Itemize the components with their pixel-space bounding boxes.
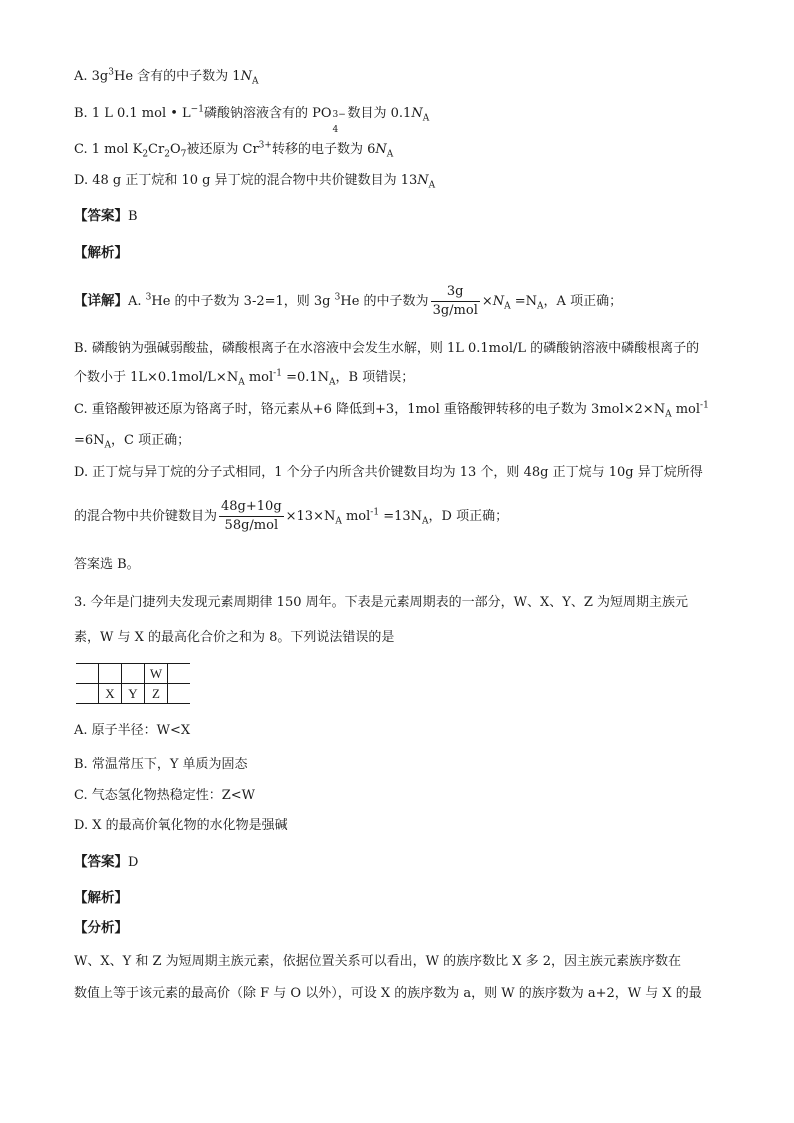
q3-option-d: D. X 的最高价氧化物的水化物是强碱 xyxy=(74,818,288,833)
q2-option-b: B. 1 L 0.1 mol • $L^{-1}$磷酸钠溶液含有的 PO 3− 4 数目为 $0.1N_A$ xyxy=(74,104,430,135)
q2-option-a: A. $3g^3He$ 含有的中子数为 $1N_A$ xyxy=(74,67,259,87)
q2-detail-b-line1: B. 磷酸钠为强碱弱酸盐，磷酸根离子在水溶液中会发生水解，则 1L 0.1mol/L 的磷酸钠溶液中磷酸根离子的 xyxy=(74,341,700,356)
q3-para-line2: 数值上等于该元素的最高价（除 F 与 O 以外），可设 X 的族序数为 a，则 W 的族序数为 a+2，W 与 X 的最 xyxy=(74,986,702,1001)
fraction: $\frac{48g+10g}{\text{58g/mol}}$ xyxy=(221,499,282,533)
q3-option-b: B. 常温常压下，Y 单质为固态 xyxy=(74,757,248,772)
q2-detail-d-line2: 的混合物中共价键数目为 $\frac{48g+10g}{\text{58g/mol}}$ $\times 13\times N_A$ $mol^{-1} =13N_A$，D 项正确； xyxy=(74,499,509,533)
cell-x: X xyxy=(99,684,122,704)
q2-option-c: C. 1 mol $K_2Cr_2O_7$被还原为 $Cr^{3+}$转移的电子数为 $6N_A$ xyxy=(74,140,394,160)
cell-y: Y xyxy=(122,684,145,704)
q2-detail-d-line1: D. 正丁烷与异丁烷的分子式相同，1 个分子内所含共价键数目均为 13 个，则 48g 正丁烷与 10g 异丁烷所得 xyxy=(74,465,703,480)
q2-detail-c-line2: $=6N_A$，C 项正确； xyxy=(74,433,191,451)
fraction: $\frac{3g}{\text{3g/mol}}$ xyxy=(432,284,478,318)
q2-detail-b-line2: 个数小于 $1L\times 0.1mol/L\times N_A$ $mol^{-1} =0.1N_A$，B 项错误； xyxy=(74,368,415,388)
cell-z: Z xyxy=(145,684,168,704)
q3-stem-line2: 素，W 与 X 的最高化合价之和为 8。下列说法错误的是 xyxy=(74,630,395,645)
periodic-table-fragment xyxy=(76,663,190,704)
q2-detail-a: 【详解】A. $^3$He 的中子数为 3-2=1，则 3g $^3$He 的中子数为 $\frac{3g}{\text{3g/mol}}$ $\times N_A =N_A$，A 项正确； xyxy=(74,284,623,318)
q2-conclusion: 答案选 B。 xyxy=(74,557,140,572)
q2-answer: 【答案】B xyxy=(74,208,138,224)
q2-analysis-heading: 【解析】 xyxy=(74,245,128,261)
q3-option-a: A. 原子半径：W<X xyxy=(74,723,191,738)
q3-analysis-heading: 【解析】 xyxy=(74,890,128,906)
q2-detail-c-line1: C. 重铬酸钾被还原为铬离子时，铬元素从+6 降低到+3，1mol 重铬酸钾转移的电子数为 $3mol\times 2\times N_A$ mol$^{-1}$ xyxy=(74,400,709,420)
q3-para-line1: W、X、Y 和 Z 为短周期主族元素，依据位置关系可以看出，W 的族序数比 X 多 2，因主族元素族序数在 xyxy=(74,954,682,969)
q3-sub-heading: 【分析】 xyxy=(74,920,128,936)
q3-stem-line1: 3. 今年是门捷列夫发现元素周期律 150 周年。下表是元素周期表的一部分，W、X、Y、Z 为短周期主族元 xyxy=(74,595,688,610)
q3-option-c: C. 气态氢化物热稳定性：Z<W xyxy=(74,788,256,803)
q3-answer: 【答案】D xyxy=(74,854,139,870)
q2-option-d: D. 48 g 正丁烷和 10 g 异丁烷的混合物中共价键数目为 $13N_A$ xyxy=(74,173,436,191)
cell-w: W xyxy=(145,664,168,684)
